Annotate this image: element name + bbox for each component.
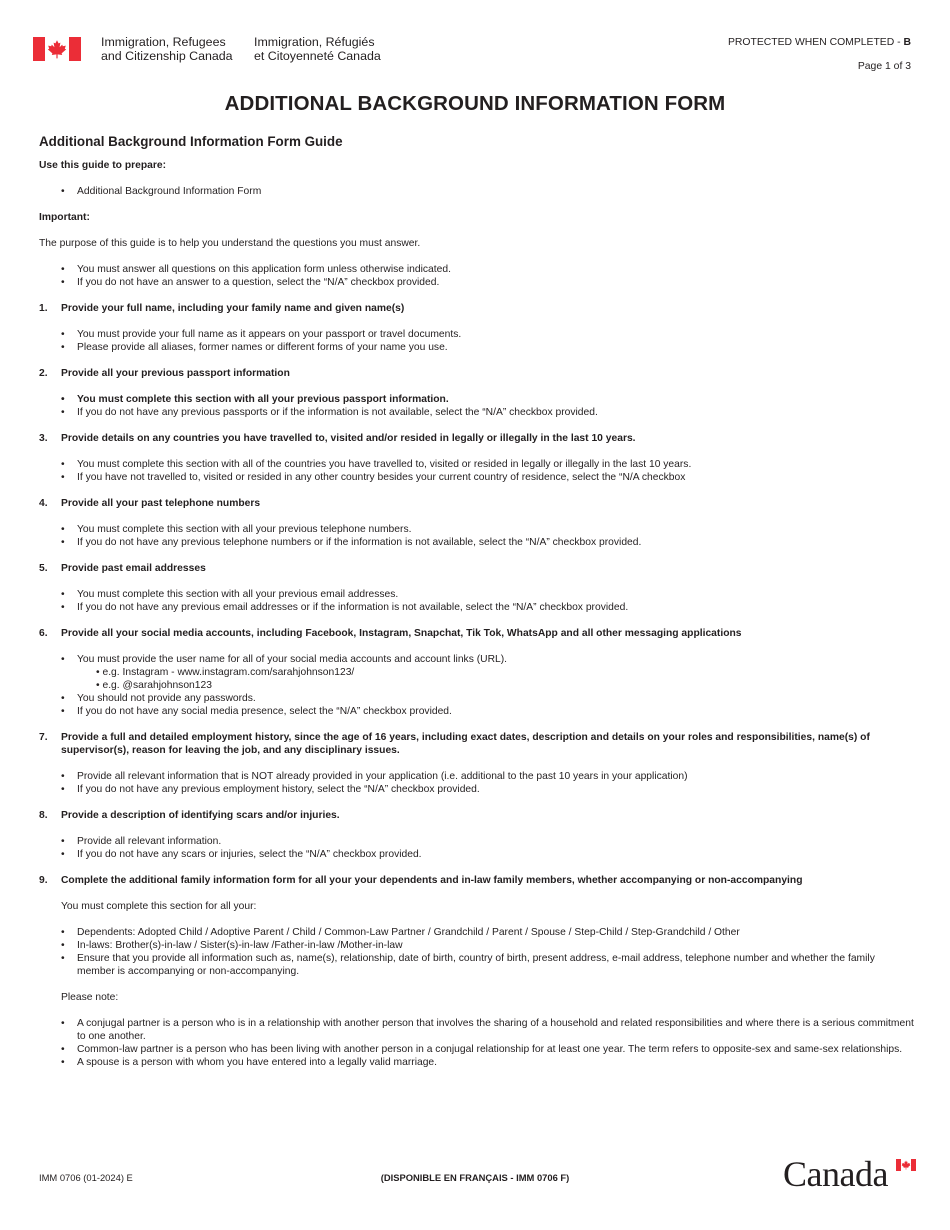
section-8-heading: 8. Provide a description of identifying scars and/or injuries. xyxy=(39,810,340,821)
section-7-heading: 7. Provide a full and detailed employment history, since the age of 16 years, including exact dates, description and details on your roles and responsibilities, name(s) of supervisor(s), reason for leaving the job, and any disciplinary issues. xyxy=(39,732,870,756)
list-item: • You must complete this section with all your previous telephone numbers. xyxy=(39,523,914,536)
list-item: • A spouse is a person with whom you have entered into a legally valid marriage. xyxy=(39,1056,914,1069)
list-item: • Dependents: Adopted Child / Adoptive Parent / Child / Common-Law Partner / Grandchild / Parent / Spouse / Step-Child / Step-Grandchild / Other xyxy=(39,926,914,939)
french-availability: (DISPONIBLE EN FRANÇAIS - IMM 0706 F) xyxy=(380,1172,570,1183)
list-item: • If you do not have any social media presence, select the “N/A” checkbox provided. xyxy=(39,705,914,718)
section-9-heading: 9. Complete the additional family information form for all your your dependents and in-law family members, whether accompanying or non-accompanying xyxy=(39,875,803,886)
list-item: • You must complete this section with all your previous passport information. xyxy=(39,393,914,406)
section-6-heading: 6. Provide all your social media accounts, including Facebook, Instagram, Snapchat, Tik Tok, WhatsApp and all other messaging applications xyxy=(39,628,742,639)
section-5-heading: 5. Provide past email addresses xyxy=(39,563,206,574)
department-name-english: Immigration, Refugees and Citizenship Canada xyxy=(101,35,233,63)
list-item: • If you do not have an answer to a question, select the “N/A” checkbox provided. xyxy=(39,276,914,289)
list-item: • If you do not have any scars or injuries, select the “N/A” checkbox provided. xyxy=(39,848,914,861)
section-6-list-rest xyxy=(39,692,914,718)
list-item: • Please provide all aliases, former names or different forms of your name you use. xyxy=(39,341,914,354)
important-label: Important: xyxy=(39,212,90,223)
section-9-note-label: Please note: xyxy=(61,992,119,1003)
list-item: • Common-law partner is a person who has been living with another person in a conjugal relationship for at least one year. The term refers to opposite-sex and same-sex relationships. xyxy=(39,1043,914,1056)
wordmark-text: Canada xyxy=(783,1154,888,1194)
section-4-heading: 4. Provide all your past telephone numbers xyxy=(39,498,261,509)
section-7-list xyxy=(39,770,914,796)
list-item: • A conjugal partner is a person who is in a relationship with another person that involves the sharing of a household and related responsibilities and where there is a serious commitment to one another. xyxy=(39,1017,914,1043)
section-1-list xyxy=(39,328,914,354)
section-9-intro: You must complete this section for all your: xyxy=(61,901,257,912)
section-5-list xyxy=(39,588,914,614)
section-9-list xyxy=(39,926,914,978)
list-item: • You must provide your full name as it appears on your passport or travel documents. xyxy=(39,328,914,341)
list-item: • Provide all relevant information. xyxy=(39,835,914,848)
section-6-examples xyxy=(39,666,914,692)
list-item: • Provide all relevant information that is NOT already provided in your application (i.e. additional to the past 10 years in your application) xyxy=(39,770,914,783)
list-item: • In-laws: Brother(s)-in-law / Sister(s)-in-law /Father-in-law /Mother-in-law xyxy=(39,939,914,952)
section-2-heading: 2. Provide all your previous passport information xyxy=(39,368,290,379)
canada-wordmark xyxy=(783,1156,915,1192)
form-id: IMM 0706 (01-2024) E xyxy=(39,1172,133,1183)
general-instructions-list xyxy=(39,263,914,289)
guide-title: Additional Background Information Form Guide xyxy=(39,134,343,149)
list-item: • If you do not have any previous email addresses or if the information is not available, select the “N/A” checkbox provided. xyxy=(39,601,914,614)
list-item: • Additional Background Information Form xyxy=(39,185,914,198)
page-number: Page 1 of 3 xyxy=(857,61,911,72)
canada-flag-icon xyxy=(33,37,81,61)
use-guide-label: Use this guide to prepare: xyxy=(39,160,167,171)
example-item: • e.g. Instagram - www.instagram.com/sarahjohnson123/ xyxy=(39,666,914,679)
section-3-heading: 3. Provide details on any countries you have travelled to, visited and/or resided in legally or illegally in the last 10 years. xyxy=(39,433,636,444)
example-item: • e.g. @sarahjohnson123 xyxy=(39,679,914,692)
list-item: • You must complete this section with all your previous email addresses. xyxy=(39,588,914,601)
prepare-list xyxy=(39,185,914,198)
list-item: • You must complete this section with all of the countries you have travelled to, visited or resided in legally or illegally in the last 10 years. xyxy=(39,458,914,471)
list-item: • Ensure that you provide all information such as, name(s), relationship, date of birth, country of birth, present address, e-mail address, telephone number and whether the family member is accompanying or non-accompanying. xyxy=(39,952,914,978)
section-6-list xyxy=(39,653,914,666)
form-title: ADDITIONAL BACKGROUND INFORMATION FORM xyxy=(224,92,726,115)
protection-level: PROTECTED WHEN COMPLETED - B xyxy=(727,37,911,48)
list-item: • If you have not travelled to, visited or resided in any other country besides your current country of residence, select the “N/A checkbox xyxy=(39,471,914,484)
section-2-list xyxy=(39,393,914,419)
section-3-list xyxy=(39,458,914,484)
section-1-heading: 1. Provide your full name, including your family name and given name(s) xyxy=(39,303,405,314)
section-8-list xyxy=(39,835,914,861)
list-item: • If you do not have any previous passports or if the information is not available, select the “N/A” checkbox provided. xyxy=(39,406,914,419)
section-4-list xyxy=(39,523,914,549)
wordmark-flag-icon xyxy=(896,1159,916,1171)
section-9-notes xyxy=(39,1017,914,1069)
list-item: • If you do not have any previous telephone numbers or if the information is not available, select the “N/A” checkbox provided. xyxy=(39,536,914,549)
guide-content xyxy=(39,135,914,1069)
department-name-french: Immigration, Réfugiés et Citoyenneté Canada xyxy=(254,35,381,63)
list-item: • If you do not have any previous employment history, select the “N/A” checkbox provided. xyxy=(39,783,914,796)
list-item: • You must provide the user name for all of your social media accounts and account links (URL). xyxy=(39,653,914,666)
purpose-text: The purpose of this guide is to help you understand the questions you must answer. xyxy=(39,238,421,249)
list-item: • You should not provide any passwords. xyxy=(39,692,914,705)
list-item: • You must answer all questions on this application form unless otherwise indicated. xyxy=(39,263,914,276)
